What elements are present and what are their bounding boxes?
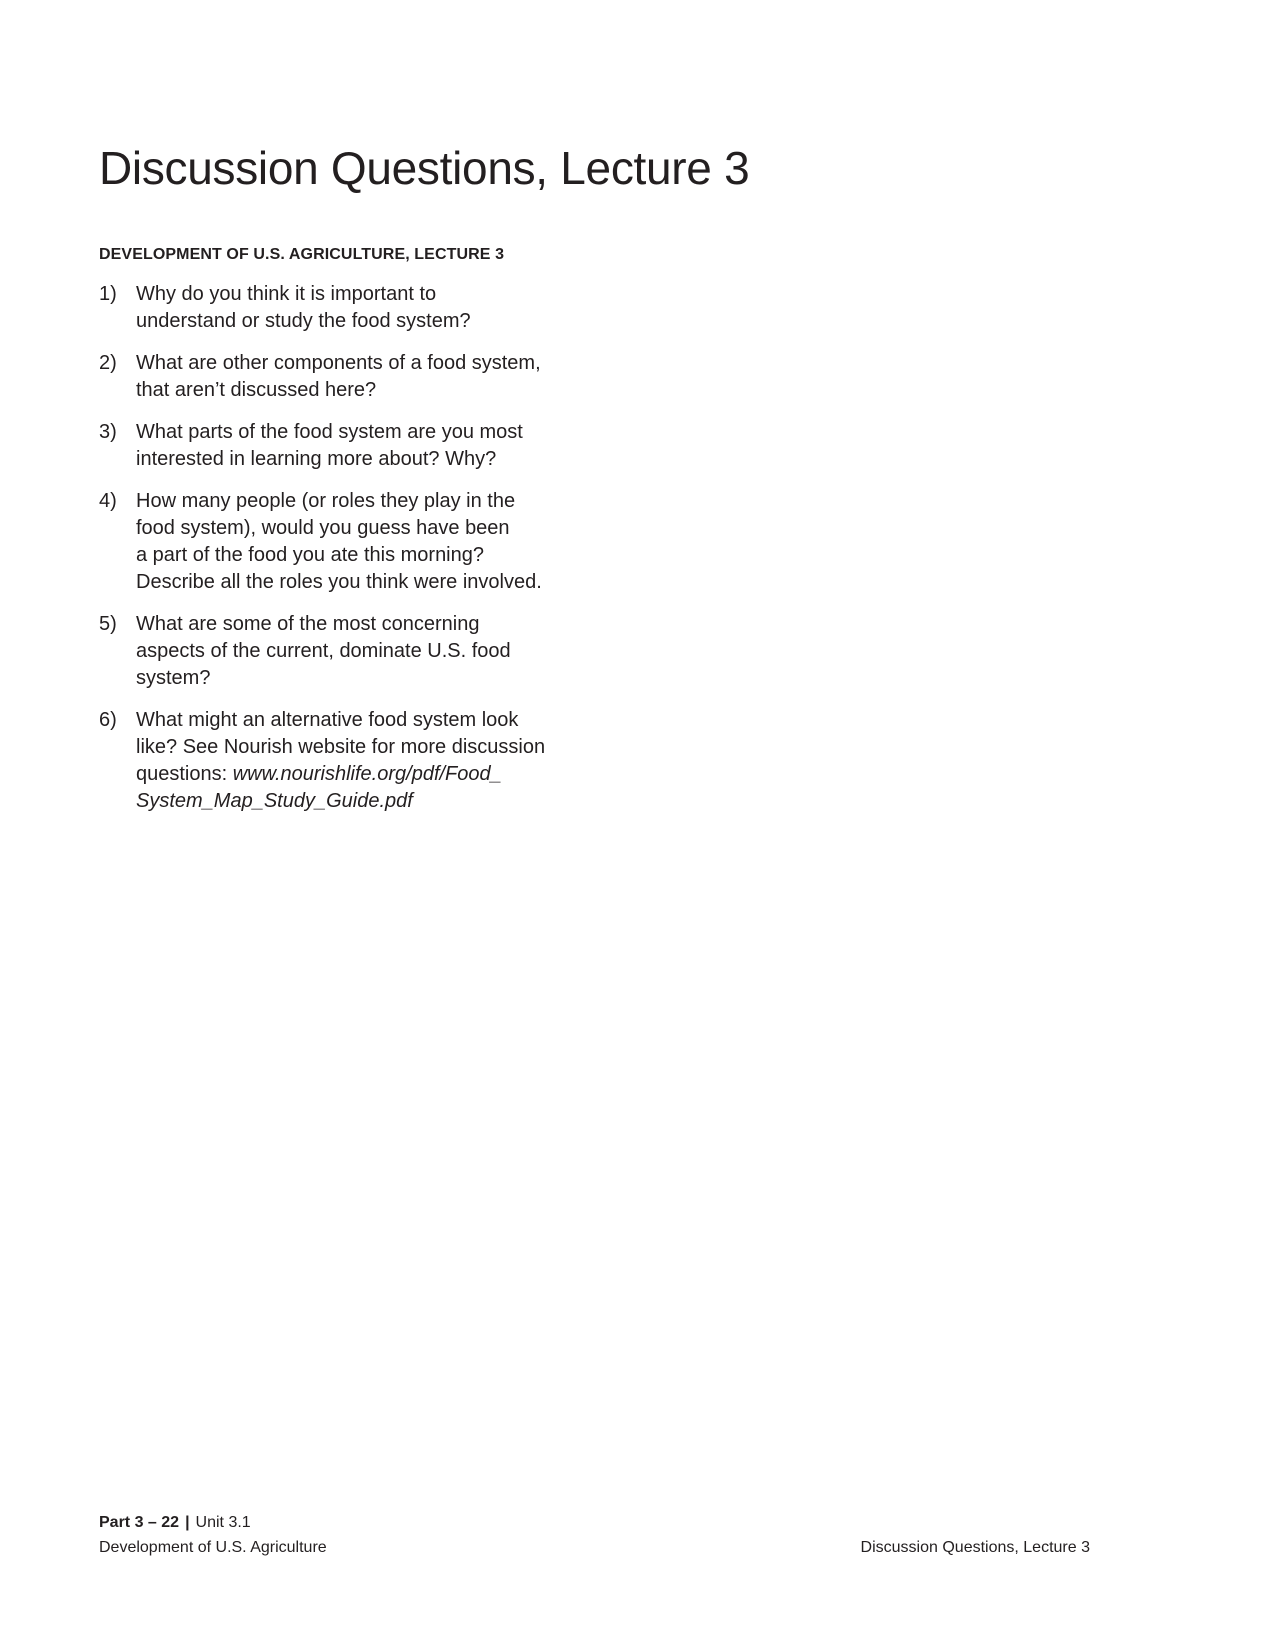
question-text <box>136 281 599 335</box>
question-line: questions: <box>136 763 233 785</box>
question-line: food system), would you guess have been <box>136 517 510 539</box>
footer-part-line <box>99 1510 327 1535</box>
nourish-link[interactable]: www.nourishlife.org/pdf/Food_ <box>232 763 502 785</box>
question-text <box>136 707 599 815</box>
question-list <box>99 281 599 830</box>
footer-unit: Unit 3.1 <box>195 1514 251 1531</box>
question-item-6 <box>99 707 599 815</box>
question-line: that aren’t discussed here? <box>136 379 377 401</box>
section-heading: DEVELOPMENT OF U.S. AGRICULTURE, LECTURE 3 <box>99 246 505 263</box>
question-line: Describe all the roles you think were involved. <box>136 571 542 593</box>
question-line: interested in learning more about? Why? <box>136 448 497 470</box>
question-item-3 <box>99 419 599 473</box>
footer-separator: | <box>185 1514 190 1531</box>
question-line: What parts of the food system are you most <box>136 421 523 443</box>
question-item-4 <box>99 488 599 596</box>
question-item-1 <box>99 281 599 335</box>
nourish-link-continued[interactable]: System_Map_Study_Guide.pdf <box>136 790 413 812</box>
footer-part: Part 3 – 22 <box>99 1514 180 1531</box>
question-line: system? <box>136 667 211 689</box>
question-text <box>136 350 599 404</box>
footer-left <box>99 1510 327 1560</box>
question-number: 6) <box>99 709 117 731</box>
footer-unit-title: Development of U.S. Agriculture <box>99 1539 327 1556</box>
question-line: What are some of the most concerning <box>136 613 480 635</box>
footer-right: Discussion Questions, Lecture 3 <box>860 1539 1090 1556</box>
question-text <box>136 488 599 596</box>
question-line: aspects of the current, dominate U.S. food <box>136 640 511 662</box>
question-number: 5) <box>99 613 117 635</box>
question-line: like? See Nourish website for more discussion <box>136 736 546 758</box>
question-number: 3) <box>99 421 117 443</box>
question-item-5 <box>99 611 599 692</box>
question-item-2 <box>99 350 599 404</box>
page-title: Discussion Questions, Lecture 3 <box>99 142 750 194</box>
question-line: How many people (or roles they play in the <box>136 490 516 512</box>
question-line: Why do you think it is important to <box>136 283 437 305</box>
question-number: 2) <box>99 352 117 374</box>
question-line: a part of the food you ate this morning? <box>136 544 484 566</box>
question-text <box>136 611 599 692</box>
question-line: What might an alternative food system look <box>136 709 519 731</box>
question-text <box>136 419 599 473</box>
question-number: 1) <box>99 283 117 305</box>
question-number: 4) <box>99 490 117 512</box>
question-line: understand or study the food system? <box>136 310 471 332</box>
question-line: What are other components of a food system, <box>136 352 541 374</box>
